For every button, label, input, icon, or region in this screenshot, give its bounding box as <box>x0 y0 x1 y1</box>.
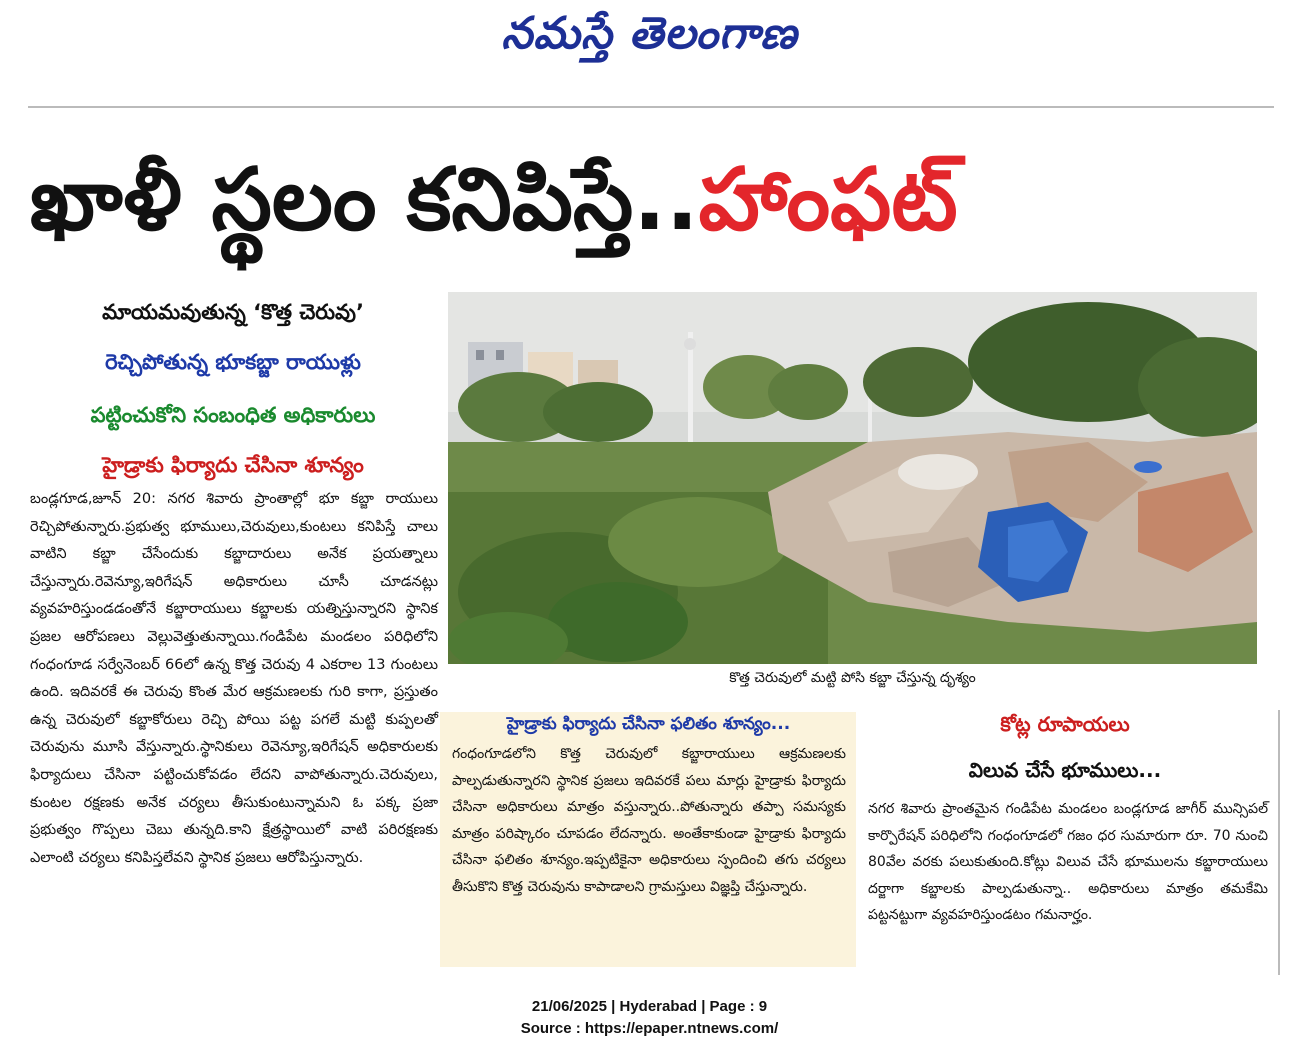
sidebar-box-text: గంధంగూడలోని కొత్త చెరువులో కబ్జారాయులు ఆక్రమణలకు పాల్పడుతున్నారని స్థానిక ప్రజలు ఇదివరకే పలు మార్లు హైడ్రాకు ఫిర్యాదు చేసినా అధికారులు మాత్రం వస్తున్నారు..పోతున్నారు తప్పా సమస్యకు మాత్రం పరిష్కారం చూపడం లేదన్నారు. అంతేకాకుండా హైడ్రాకు ఫిర్యాదు చేసినా ఫలితం శూన్యం.ఇప్పటికైనా అధికారులు స్పందించి తగు చర్యలు తీసుకొని కొత్త చెరువును కాపాడాలని గ్రామస్తులు విజ్ఞప్తి చేస్తున్నారు. <box>452 746 846 895</box>
right-column-text: నగర శివారు ప్రాంతమైన గండిపేట మండలం బండ్లగూడ జాగీర్ మున్సిపల్ కార్పొరేషన్ పరిధిలోని గంధంగూడలో గజం ధర సుమారుగా రూ. 70 నుంచి 80వేల వరకు పలుకుతుంది.కోట్లు విలువ చేసే భూములను కబ్జారాయులు దర్జాగా కబ్జాలకు పాల్పడుతున్నా.. అధికారులు మాత్రం తమకేమి పట్టనట్టుగా వ్యవహరిస్తుండటం గమనార్హం. <box>868 801 1268 923</box>
right-heading-line-1: కోట్ల రూపాయలు <box>1000 712 1130 736</box>
headline <box>30 120 1275 280</box>
article-body-text: బండ్లగూడ,జూన్ 20: నగర శివారు ప్రాంతాల్లో భూ కబ్జా రాయులు రెచ్చిపోతున్నారు.ప్రభుత్వ భూములు,చెరువులు,కుంటలు కనిపిస్తే చాలు వాటిని కబ్జా చేసేందుకు కబ్జాదారులు అనేక ప్రయత్నాలు చేస్తున్నారు.రెవెన్యూ,ఇరిగేషన్ అధికారులు చూసీ చూడనట్లు వ్యవహరిస్తుండడంతోనే కబ్జారాయులు కబ్జాలకు యత్నిస్తున్నారని స్థానిక ప్రజల ఆరోపణలు వెల్లువెత్తుతున్నాయి.గండిపేట మండలం పరిధిలోని గంధంగూడ సర్వేనెంబర్ 66లో ఉన్న కొత్త చెరువు 4 ఎకరాల 13 గుంటలు ఉంది. ఇదివరకే ఈ చెరువు కొంత మేర ఆక్రమణలకు గురి కాగా, ప్రస్తుతం ఉన్న చెరువులో కబ్జాకోరులు రెచ్చి పోయి పట్ట పగలే మట్టి కుప్పలతో చెరువును మూసి వేస్తున్నారు.స్థానికులు రెవెన్యూ,ఇరిగేషన్ అధికారులకు ఫిర్యాదులు చేసినా పట్టించుకోవడం లేదని వాపోతున్నారు.చెరువులు, కుంటల రక్షణకు అనేక చర్యలు తీసుకుంటున్నామని ఓ పక్క ప్రజా ప్రభుత్వం గొప్పలు చెబు తున్నది.కాని క్షేత్రస్థాయిలో వాటి పరిరక్షణకు ఎలాంటి చర్యలు కనిపిస్తలేవని స్థానిక ప్రజలు ఆరోపిస్తున్నారు. <box>30 491 438 866</box>
headline-part2: హాంఫట్ <box>698 150 958 250</box>
photo-caption: కొత్త చెరువులో మట్టి పోసి కబ్జా చేస్తున్న దృశ్యం <box>729 670 976 686</box>
masthead: నమస్తే తెలంగాణ <box>501 8 798 59</box>
news-photo <box>448 292 1257 664</box>
footer-date-line: 21/06/2025 | Hyderabad | Page : 9 <box>531 998 768 1015</box>
footer-source-line: Source : https://epaper.ntnews.com/ <box>520 1020 779 1037</box>
headline-part1: ఖాళీ స్థలం కనిపిస్తే.. <box>30 150 699 250</box>
masthead-rule <box>28 106 1274 108</box>
deck-line-4: హైడ్రాకు ఫిర్యాదు చేసినా శూన్యం <box>102 453 364 477</box>
right-heading-line-2: విలువ చేసే భూములు... <box>968 758 1162 782</box>
right-column-border <box>1278 710 1280 975</box>
sidebar-box-heading: హైడ్రాకు ఫిర్యాదు చేసినా ఫలితం శూన్యం... <box>506 714 791 734</box>
deck-line-1: మాయమవుతున్న ‘కొత్త చెరువు’ <box>102 300 364 324</box>
article-body <box>30 486 438 872</box>
deck-line-2: రెచ్చిపోతున్న భూకబ్జా రాయుళ్లు <box>105 350 361 374</box>
deck-line-3: పట్టించుకోని సంబంధిత అధికారులు <box>90 403 376 427</box>
